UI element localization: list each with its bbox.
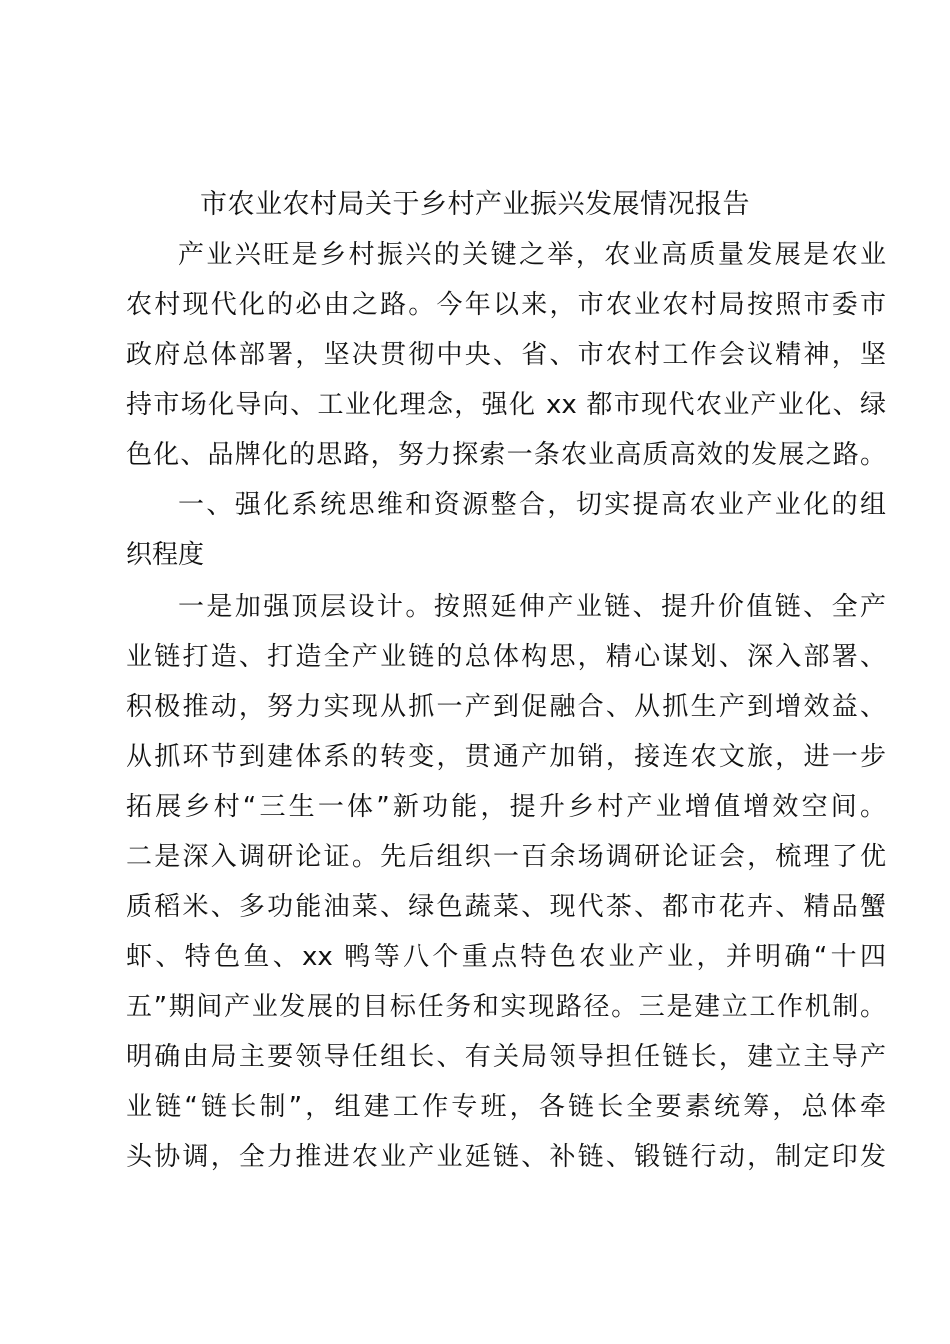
paragraph-line: 政府总体部署，坚决贯彻中央、省、市农村工作会议精神，坚 bbox=[126, 340, 886, 370]
paragraph-line: 从抓环节到建体系的转变，贯通产加销，接连农文旅，进一步 bbox=[126, 742, 886, 772]
paragraph-line: 头协调，全力推进农业产业延链、补链、锻链行动，制定印发 bbox=[126, 1142, 886, 1172]
paragraph-line: 业链打造、打造全产业链的总体构思，精心谋划、深入部署、 bbox=[126, 642, 886, 672]
paragraph-line: 积极推动，努力实现从抓一产到促融合、从抓生产到增效益、 bbox=[126, 692, 886, 722]
paragraph-line: 虾、特色鱼、xx 鸭等八个重点特色农业产业，并明确“十四 bbox=[126, 942, 886, 972]
paragraph-line: 拓展乡村“三生一体”新功能，提升乡村产业增值增效空间。 bbox=[126, 792, 886, 822]
paragraph-line: 业链“链长制”，组建工作专班，各链长全要素统筹，总体牵 bbox=[126, 1092, 886, 1122]
document-title: 市农业农村局关于乡村产业振兴发展情况报告 bbox=[200, 189, 750, 220]
paragraph-line: 明确由局主要领导任组长、有关局领导担任链长，建立主导产 bbox=[126, 1042, 886, 1072]
paragraph-line: 产业兴旺是乡村振兴的关键之举，农业高质量发展是农业 bbox=[178, 240, 886, 270]
section-heading-line: 一、强化系统思维和资源整合，切实提高农业产业化的组 bbox=[178, 490, 886, 520]
paragraph-line: 色化、品牌化的思路，努力探索一条农业高质高效的发展之路。 bbox=[126, 440, 886, 470]
paragraph-line: 农村现代化的必由之路。今年以来，市农业农村局按照市委市 bbox=[126, 290, 886, 320]
paragraph-line: 质稻米、多功能油菜、绿色蔬菜、现代茶、都市花卉、精品蟹 bbox=[126, 892, 886, 922]
paragraph-line: 一是加强顶层设计。按照延伸产业链、提升价值链、全产 bbox=[178, 592, 886, 622]
paragraph-line: 二是深入调研论证。先后组织一百余场调研论证会，梳理了优 bbox=[126, 842, 886, 872]
section-heading-line: 织程度 bbox=[126, 540, 205, 570]
paragraph-line: 五”期间产业发展的目标任务和实现路径。三是建立工作机制。 bbox=[126, 992, 886, 1022]
paragraph-line: 持市场化导向、工业化理念，强化 xx 都市现代农业产业化、绿 bbox=[126, 390, 886, 420]
